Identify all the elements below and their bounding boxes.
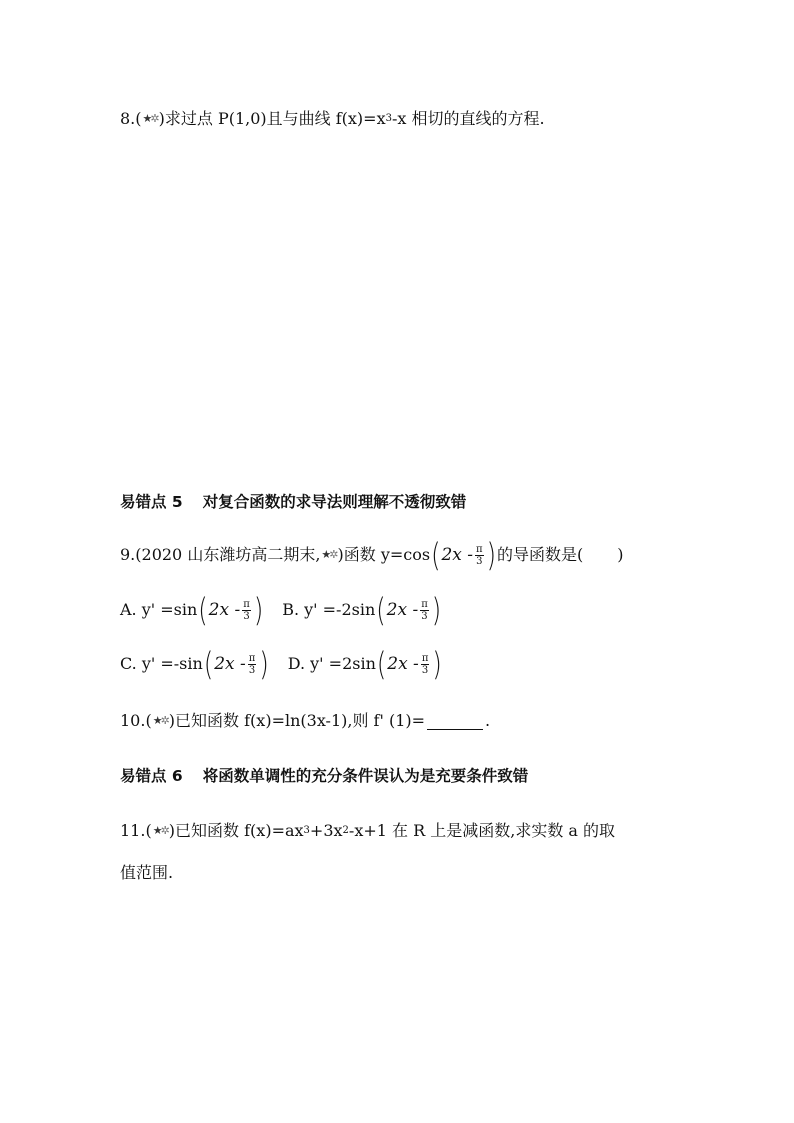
question-10: 10. ( ★ ✲ ) 已知函数 f(x)=ln(3x-1),则 f' (1)= .: [120, 709, 490, 733]
heading-title: 对复合函数的求导法则理解不透彻致错: [202, 493, 467, 511]
fraction: $\frac{\pi}{3}$: [248, 652, 256, 676]
question-11: 11. ( ★ ✲ ) 已知函数 f(x)=ax 3 +3x 2 -x+1 在 R 上是减函数,求实数 a 的取: [120, 819, 615, 843]
question-number: 8.: [120, 109, 136, 128]
difficulty-star-icon: ★ ✲: [152, 714, 168, 727]
question-text: 已知函数 f(x)=ax: [175, 821, 304, 840]
difficulty-star-icon: ★ ✲: [321, 548, 337, 561]
heading-label: 易错点 6: [120, 767, 183, 785]
question-9: 9. (2020 山东潍坊高二期末, ★ ✲ ) 函数 y=cos ( 2x - $\frac{\pi}{3}$ ) 的导函数是( ): [120, 536, 624, 574]
left-paren-icon: (: [431, 536, 441, 574]
option-b[interactable]: B. y' =-2sin ( 2x - $\frac{\pi}{3}$ ): [282, 591, 442, 629]
option-d[interactable]: D. y' =2sin ( 2x - $\frac{\pi}{3}$ ): [287, 645, 442, 683]
option-a[interactable]: A. y' =sin ( 2x - $\frac{\pi}{3}$ ): [120, 591, 264, 629]
difficulty-star-icon: ★ ✲: [142, 112, 158, 125]
left-paren-icon: (: [376, 591, 386, 629]
section-heading-5: [120, 490, 466, 514]
question-8: 8. ( ★ ✲ ) 求过点 P(1,0)且与曲线 f(x)=x 3 -x 相切的直线的方程.: [120, 107, 545, 131]
right-paren-icon: ): [432, 645, 442, 683]
question-number: 11.: [120, 821, 146, 840]
right-paren-icon: ): [431, 591, 442, 629]
question-number: 10.: [120, 711, 146, 730]
section-heading-6: [120, 764, 528, 788]
difficulty-star-icon: ★ ✲: [152, 824, 168, 837]
fraction: $\frac{\pi}{3}$: [421, 652, 429, 676]
question-text: 函数 y=cos: [343, 545, 431, 564]
right-paren-icon: ): [259, 645, 269, 683]
fraction: $\frac{\pi}{3}$: [243, 598, 250, 622]
question-text: 求过点 P(1,0)且与曲线 f(x)=x: [164, 109, 386, 128]
question-number: 9.: [120, 545, 136, 564]
fraction: $\frac{\pi}{3}$: [476, 543, 483, 567]
options-row-1: [120, 591, 442, 629]
heading-label: 易错点 5: [120, 493, 183, 511]
question-text: 已知函数 f(x)=ln(3x-1),则 f' (1)=: [175, 711, 426, 730]
right-paren-icon: ): [486, 536, 496, 574]
right-paren-icon: ): [253, 591, 264, 629]
option-c[interactable]: C. y' =-sin ( 2x - $\frac{\pi}{3}$ ): [120, 645, 269, 683]
heading-title: 将函数单调性的充分条件误认为是充要条件致错: [202, 767, 529, 785]
left-paren-icon: (: [203, 645, 214, 683]
question-source: (2020 山东潍坊高二期末,: [135, 545, 321, 564]
left-paren-icon: (: [376, 645, 387, 683]
fraction: $\frac{\pi}{3}$: [421, 598, 428, 622]
question-11-continued: 值范围.: [120, 863, 174, 882]
answer-blank[interactable]: [427, 713, 483, 730]
options-row-2: [120, 645, 443, 683]
left-paren-icon: (: [198, 591, 208, 629]
